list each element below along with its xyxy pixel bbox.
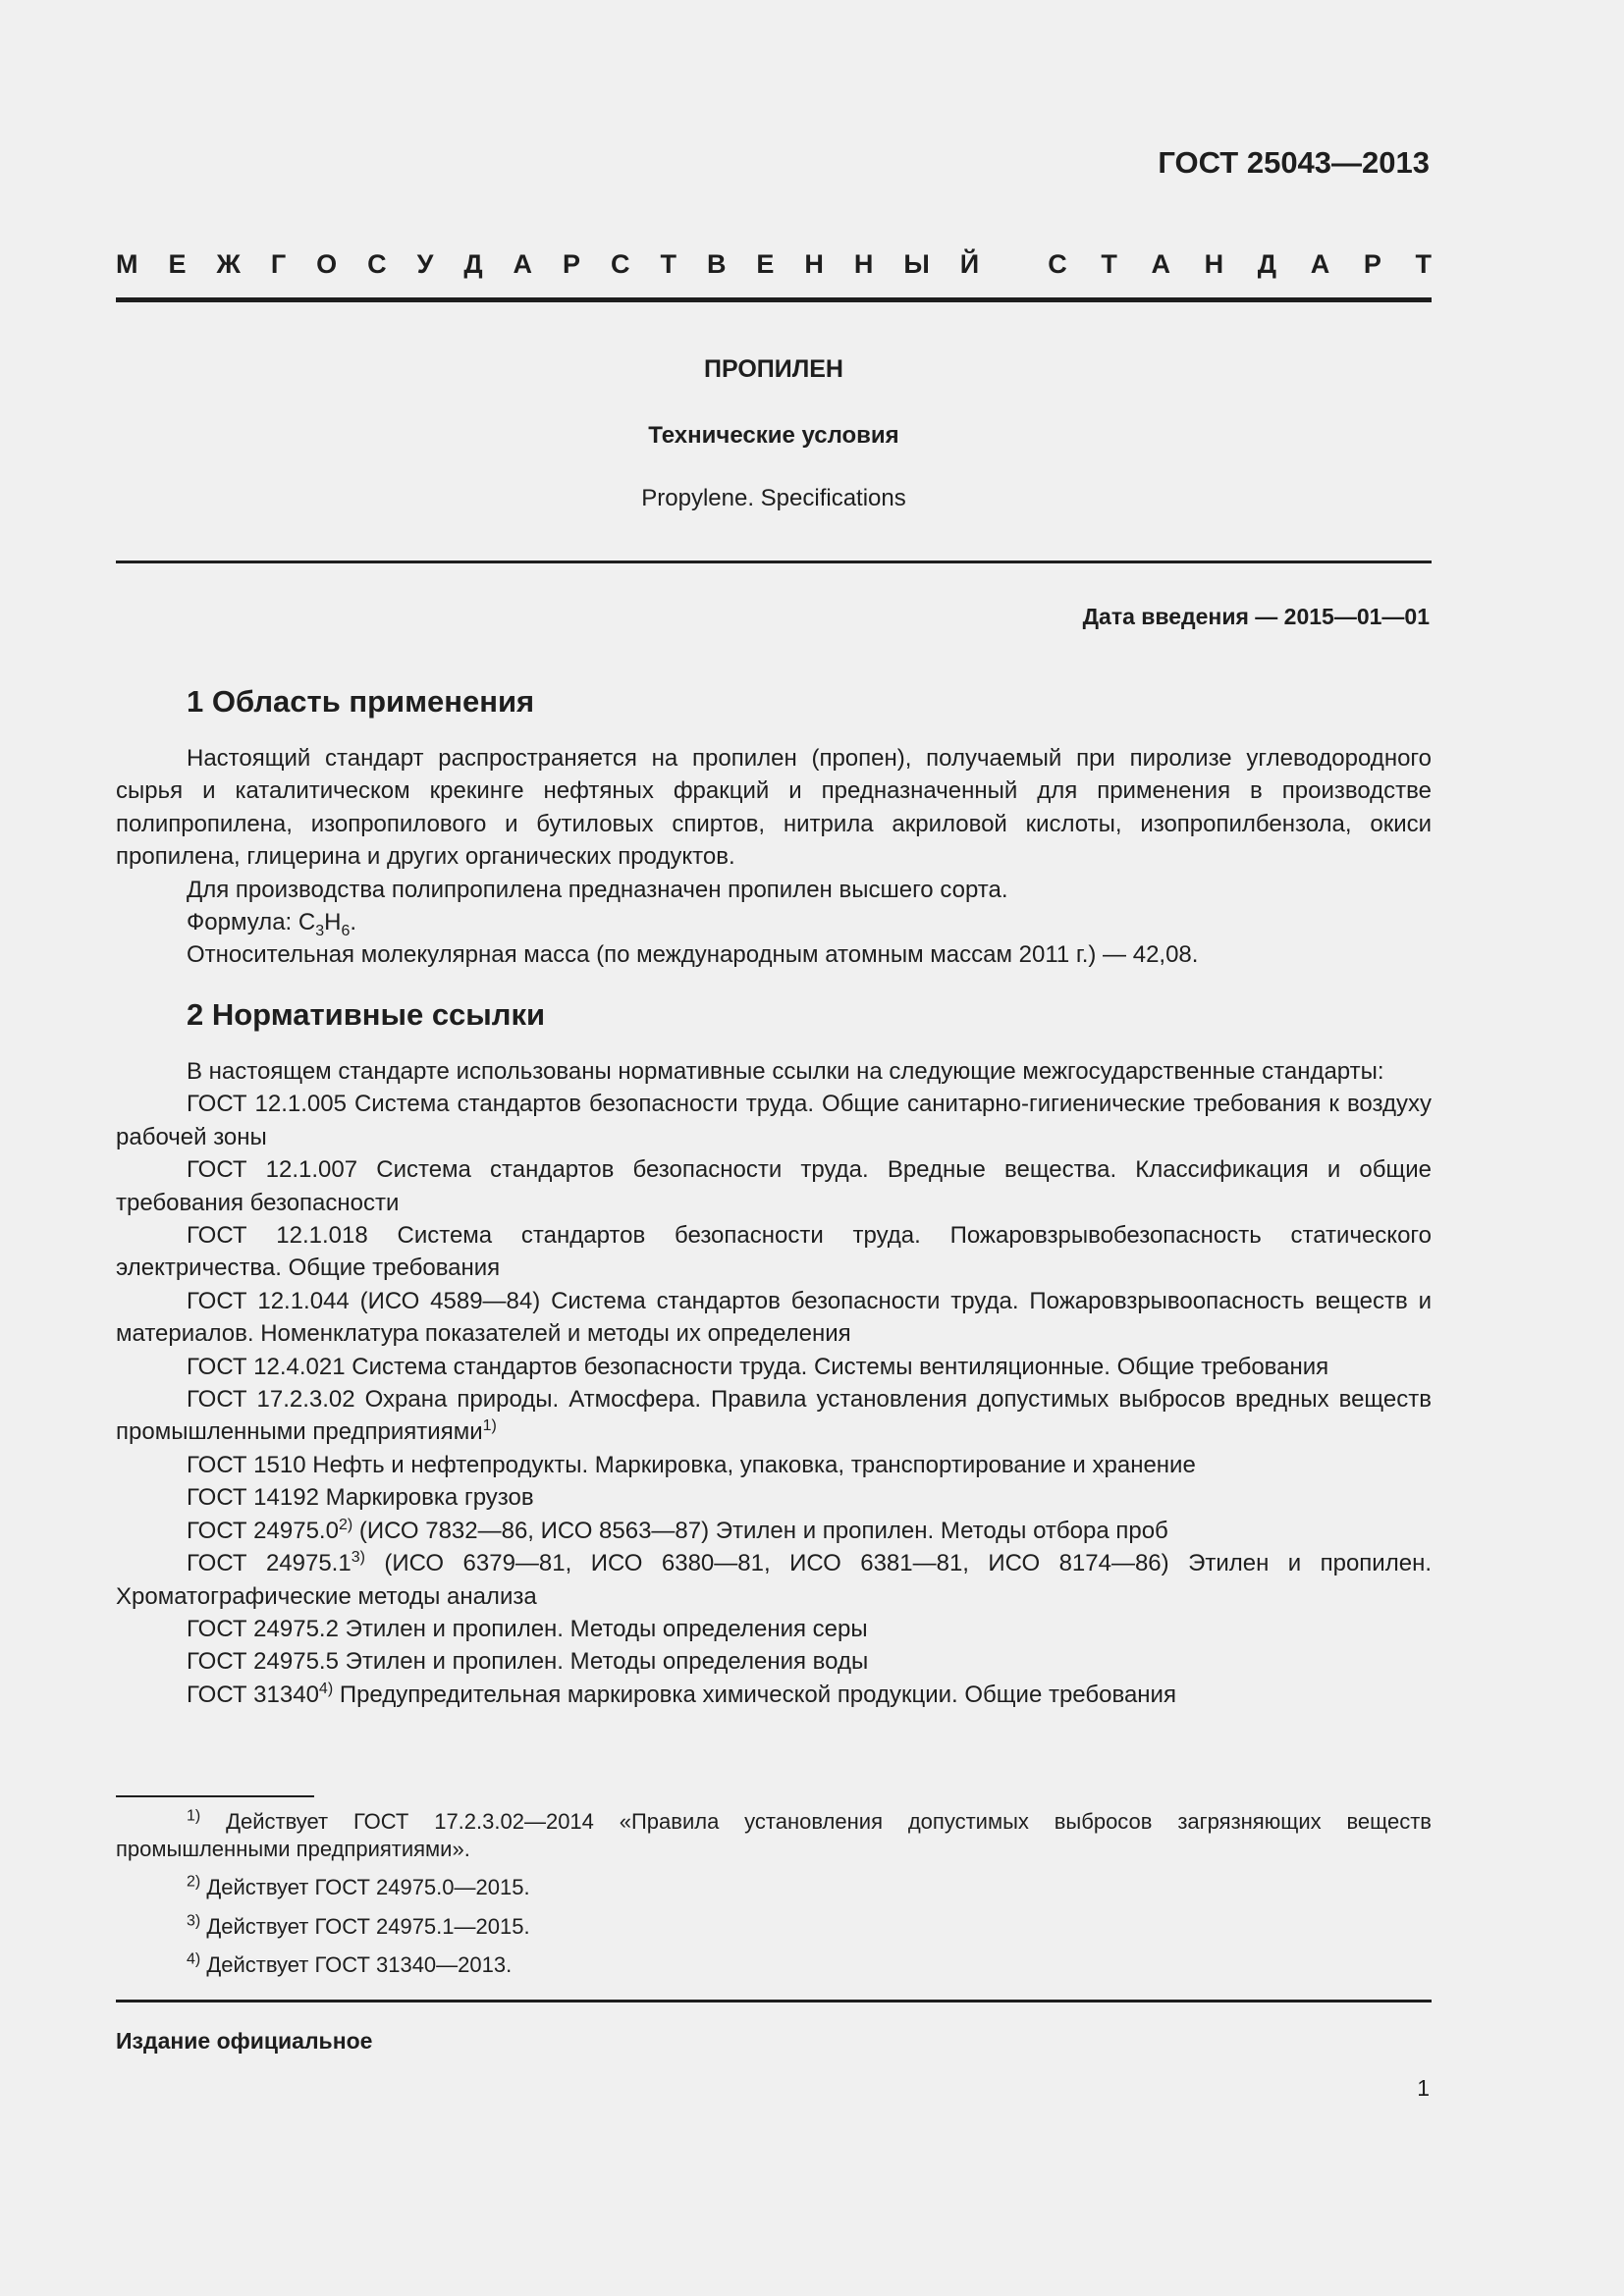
banner-letter: Т: [1415, 249, 1432, 279]
introduction-date: Дата введения — 2015—01—01: [1082, 604, 1430, 629]
banner-letter: Р: [563, 249, 581, 279]
document-subtitle: Технические условия: [648, 422, 899, 449]
banner-letter: У: [416, 249, 434, 279]
banner-letter: С: [367, 249, 387, 279]
footer-rule: [116, 2000, 1432, 2002]
footnote-item: $^{3)}$ Действует ГОСТ 24975.1—2015.: [187, 1912, 530, 1939]
banner-letter: Д: [1257, 249, 1277, 279]
banner-letter: М: [116, 249, 138, 279]
footnote-mark: 2): [338, 1516, 353, 1533]
footnote-item: $^{4)}$ Действует ГОСТ 31340—2013.: [187, 1950, 513, 1977]
banner-letter: Ж: [216, 249, 241, 279]
reference-list: [116, 1088, 1432, 1711]
paragraph: Настоящий стандарт распространяется на пропилен (пропен), получаемый при пиролизе углеводородного сырья и каталитическом крекинге нефтяных фракций и предназначенный для применения в производстве полипропилена, изопропилового и бутиловых спиртов, нитрила акриловой кислоты, изопропилбензола, окиси пропилена, глицерина и других органических продуктов.: [116, 745, 1432, 871]
banner-letter: Н: [1204, 249, 1224, 279]
footnote-mark: 4): [318, 1680, 334, 1697]
paragraph: Относительная молекулярная масса (по международным атомным массам 2011 г.) — 42,08.: [187, 941, 1199, 969]
footnote-mark: 3): [351, 1549, 365, 1567]
formula-line: Формула: $C_3H_6$.: [187, 909, 357, 939]
reference-item: ГОСТ 12.4.021 Система стандартов безопасности труда. Системы вентиляционные. Общие требования: [187, 1353, 1329, 1380]
banner-letter: О: [316, 249, 338, 279]
footnote-mark: 1): [482, 1417, 497, 1435]
banner-letter: А: [1151, 249, 1171, 279]
footnote-separator: [116, 1795, 314, 1797]
footnote-item: $^{2)}$ Действует ГОСТ 24975.0—2015.: [187, 1873, 530, 1899]
banner-letter: Н: [853, 249, 874, 279]
banner-letter: А: [513, 249, 533, 279]
banner-letter: А: [1310, 249, 1330, 279]
banner-letter: Н: [804, 249, 824, 279]
header-rule: [116, 297, 1432, 302]
reference-item: ГОСТ 24975.2 Этилен и пропилен. Методы определения серы: [187, 1615, 868, 1642]
reference-item: ГОСТ 17.2.3.02 Охрана природы. Атмосфера. Правила установления допустимых выбросов вредных веществ промышленными предприятиями$^{1)}$: [116, 1386, 1432, 1446]
reference-item: ГОСТ 12.1.005 Система стандартов безопасности труда. Общие санитарно-гигиенические требования к воздуху рабочей зоны: [116, 1091, 1432, 1150]
reference-item: ГОСТ 24975.5 Этилен и пропилен. Методы определения воды: [187, 1648, 869, 1676]
standard-banner: [116, 247, 1432, 281]
banner-letter: Т: [660, 249, 677, 279]
reference-item: ГОСТ 12.1.044 (ИСО 4589—84) Система стандартов безопасности труда. Пожаровзрывоопасность веществ и материалов. Номенклатура показателей и методы их определения: [116, 1287, 1433, 1348]
banner-word-standard: [1048, 247, 1432, 281]
section-heading: 2 Нормативные ссылки: [187, 997, 546, 1032]
banner-letter: С: [611, 249, 630, 279]
reference-item: ГОСТ 14192 Маркировка грузов: [187, 1484, 534, 1512]
banner-letter: С: [1048, 249, 1067, 279]
section-scope: [116, 684, 1432, 972]
reference-item: ГОСТ 24975.1$^{3)}$ (ИСО 6379—81, ИСО 6380—81, ИСО 6381—81, ИСО 8174—86) Этилен и пропилен. Хроматографические методы анализа: [116, 1549, 1432, 1610]
banner-letter: Е: [756, 249, 775, 279]
banner-letter: Й: [959, 249, 980, 279]
banner-letter: В: [706, 249, 727, 279]
banner-letter: Е: [168, 249, 187, 279]
reference-item: ГОСТ 12.1.007 Система стандартов безопасности труда. Вредные вещества. Классификация и общие требования безопасности: [116, 1156, 1432, 1216]
reference-item: ГОСТ 24975.0$^{2)}$ (ИСО 7832—86, ИСО 8563—87) Этилен и пропилен. Методы отбора проб: [187, 1516, 1168, 1544]
banner-letter: Г: [270, 249, 287, 279]
banner-letter: Т: [1101, 249, 1117, 279]
document-title-english: Propylene. Specifications: [641, 485, 906, 511]
section-normative-references: [116, 997, 1433, 1711]
footnote-item: $^{1)}$ Действует ГОСТ 17.2.3.02—2014 «Правила установления допустимых выбросов загрязняющих веществ промышленными предприятиями».: [116, 1807, 1432, 1861]
document-code: ГОСТ 25043—2013: [1158, 145, 1430, 180]
reference-item: ГОСТ 31340$^{4)}$ Предупредительная маркировка химической продукции. Общие требования: [187, 1680, 1176, 1708]
banner-letter: Ы: [903, 249, 930, 279]
paragraph: Для производства полипропилена предназначен пропилен высшего сорта.: [187, 876, 1008, 903]
paragraph: В настоящем стандарте использованы нормативные ссылки на следующие межгосударственные стандарты:: [187, 1058, 1384, 1085]
banner-letter: Р: [1363, 249, 1381, 279]
document-title: ПРОПИЛЕН: [704, 355, 843, 383]
reference-item: ГОСТ 1510 Нефть и нефтепродукты. Маркировка, упаковка, транспортирование и хранение: [187, 1451, 1196, 1478]
reference-item: ГОСТ 12.1.018 Система стандартов безопасности труда. Пожаровзрывобезопасность статического электричества. Общие требования: [116, 1222, 1432, 1282]
title-rule: [116, 561, 1432, 563]
section-heading: 1 Область применения: [187, 684, 535, 719]
footnotes: [116, 1808, 1432, 1991]
banner-letter: Д: [463, 249, 483, 279]
edition-label: Издание официальное: [116, 2028, 373, 2054]
banner-word-interstate: [116, 247, 979, 281]
page-number: 1: [1417, 2075, 1430, 2101]
